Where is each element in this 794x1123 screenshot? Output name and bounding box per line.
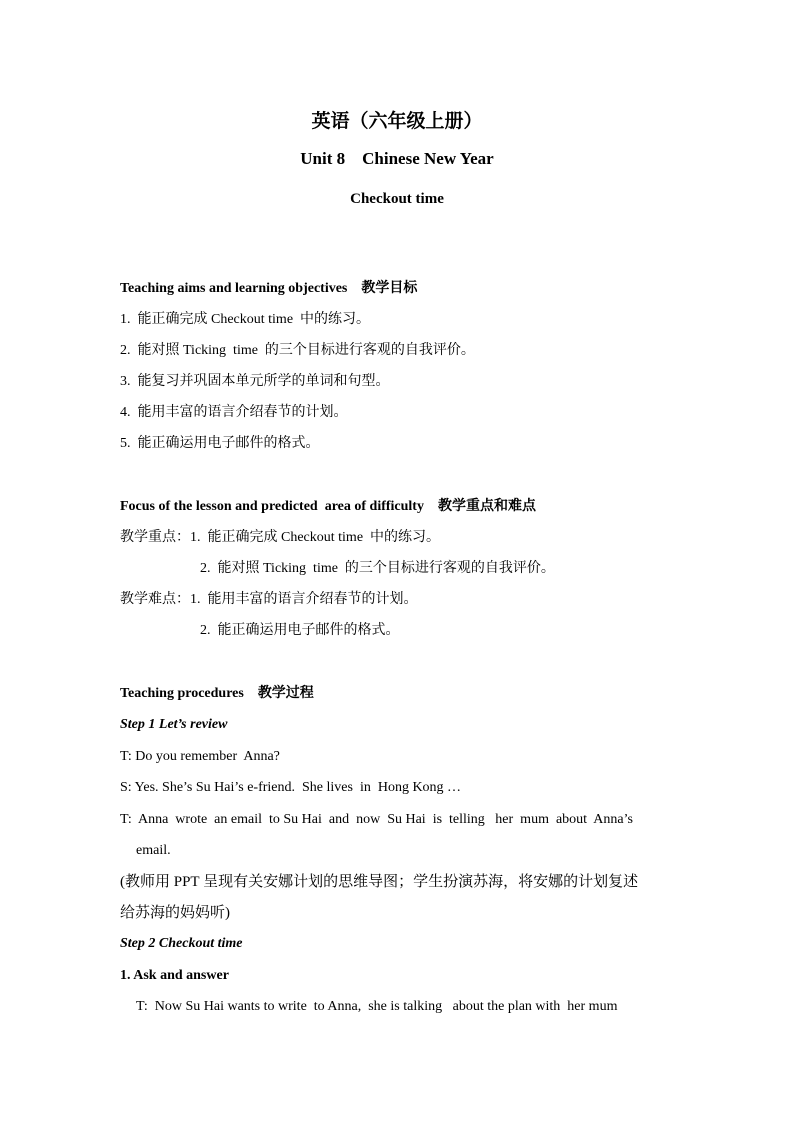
step2-heading: Step 2 Checkout time bbox=[120, 936, 243, 951]
teacher-note-1: (教师用 PPT 呈现有关安娜计划的思维导图；学生扮演苏海，将安娜的计划复述 bbox=[120, 874, 639, 890]
difficulty-label: 教学难点： bbox=[120, 592, 190, 607]
dialogue-line-last: T: Now Su Hai wants to write to Anna, she is talking about the plan with her mum bbox=[136, 999, 618, 1014]
focus-heading-cn: 教学重点和难点 bbox=[437, 499, 536, 514]
unit-title-text: Unit 8 Chinese New Year bbox=[300, 149, 494, 168]
subject-title: 英语（六年级上册） bbox=[311, 111, 483, 132]
key-point-row-1 bbox=[120, 528, 440, 548]
aims-heading-cn: 教学目标 bbox=[361, 281, 418, 296]
difficulty-item-2: 2. 能正确运用电子邮件的格式。 bbox=[200, 623, 400, 638]
key-point-item-2: 2. 能对照 Ticking time 的三个目标进行客观的自我评价。 bbox=[200, 561, 555, 576]
dialogue-line-1: T: Do you remember Anna? bbox=[120, 749, 280, 764]
aim-item-2: 2. 能对照 Ticking time 的三个目标进行客观的自我评价。 bbox=[120, 343, 475, 358]
focus-heading-en: Focus of the lesson and predicted area of difficulty bbox=[120, 499, 424, 514]
step1-heading: Step 1 Let’s review bbox=[120, 717, 228, 732]
key-point-label: 教学重点： bbox=[120, 530, 190, 545]
aim-item-4: 4. 能用丰富的语言介绍春节的计划。 bbox=[120, 405, 348, 420]
procedures-heading-cn: 教学过程 bbox=[257, 686, 314, 701]
difficulty-row-1 bbox=[120, 590, 418, 610]
aim-item-1: 1. 能正确完成 Checkout time 中的练习。 bbox=[120, 312, 371, 327]
dialogue-line-3: T: Anna wrote an email to Su Hai and now Su Hai is telling her mum about Anna’s bbox=[120, 812, 633, 827]
aims-heading bbox=[120, 279, 417, 299]
unit-title bbox=[0, 149, 794, 169]
procedures-heading bbox=[120, 684, 314, 704]
procedures-heading-en: Teaching procedures bbox=[120, 686, 244, 701]
lesson-title: Checkout time bbox=[350, 191, 444, 207]
sub-heading-ask-answer: 1. Ask and answer bbox=[120, 968, 229, 983]
key-point-item-1: 1. 能正确完成 Checkout time 中的练习。 bbox=[190, 530, 441, 545]
focus-heading bbox=[120, 497, 536, 517]
difficulty-item-1: 1. 能用丰富的语言介绍春节的计划。 bbox=[190, 592, 418, 607]
dialogue-line-3-cont: email. bbox=[136, 843, 171, 858]
dialogue-line-2: S: Yes. She’s Su Hai’s e-friend. She lives in Hong Kong … bbox=[120, 780, 462, 795]
aim-item-3: 3. 能复习并巩固本单元所学的单词和句型。 bbox=[120, 374, 390, 389]
teacher-note-2: 给苏海的妈妈听) bbox=[120, 905, 230, 921]
aims-heading-en: Teaching aims and learning objectives bbox=[120, 281, 348, 296]
aim-item-5: 5. 能正确运用电子邮件的格式。 bbox=[120, 436, 320, 451]
